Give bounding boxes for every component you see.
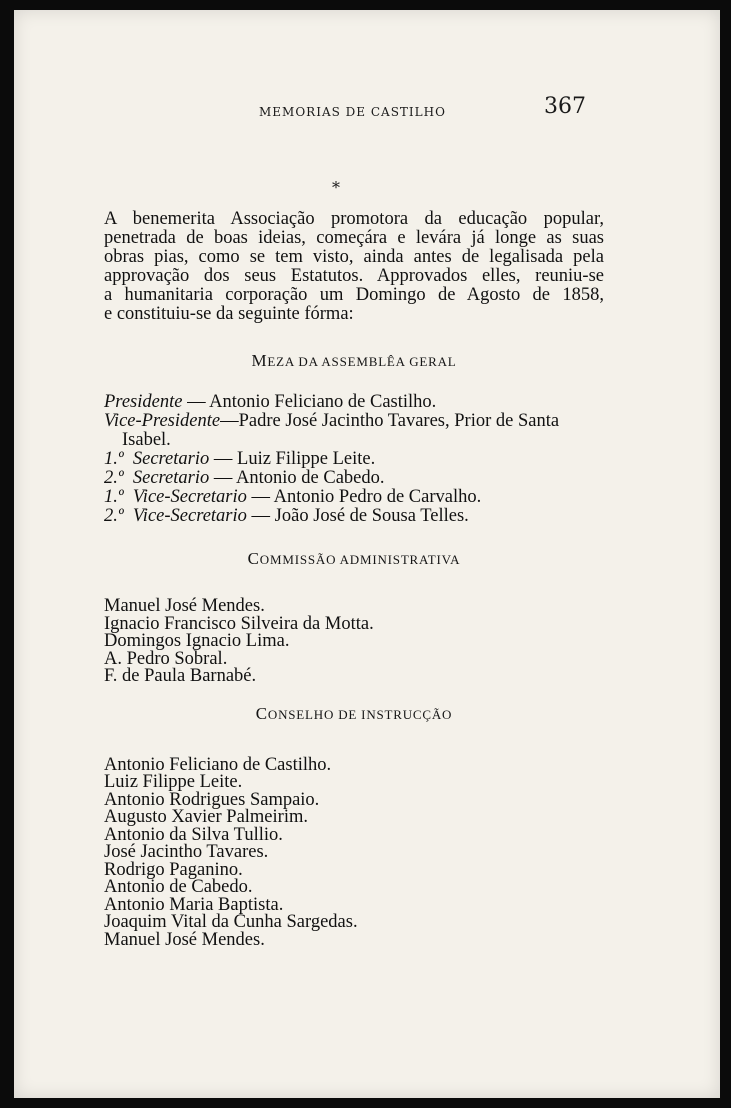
officer-row: Presidente — Antonio Feliciano de Castilho. <box>104 392 437 412</box>
intro-line: A benemerita Associação promotora da educação popular, <box>104 209 604 229</box>
member-name: Augusto Xavier Palmeirim. <box>104 807 308 827</box>
conselho-heading-rest: ONSELHO DE INSTRUCÇÃO <box>267 706 453 722</box>
officer-role: Vice-Secretario <box>132 487 247 507</box>
mesa-officers <box>104 393 604 526</box>
officer-row: 1.º Secretario — Luiz Filippe Leite. <box>104 449 376 469</box>
member-name: Antonio Feliciano de Castilho. <box>104 754 332 775</box>
officer-ordinal: 2.º <box>104 506 124 526</box>
member-name: A. Pedro Sobral. <box>104 648 228 669</box>
officer-name: Isabel. <box>122 430 171 450</box>
mesa-heading <box>104 351 604 371</box>
mesa-heading-rest: EZA DA ASSEMBLÊA GERAL <box>267 354 457 369</box>
officer-row <box>104 431 604 450</box>
commissao-heading-cap: C <box>247 549 260 568</box>
member-name: Antonio Maria Baptista. <box>104 894 284 915</box>
commissao-heading-rest: OMMISSÃO ADMINISTRATIVA <box>259 552 461 567</box>
commissao-heading <box>104 549 604 569</box>
book-page <box>14 10 720 1098</box>
member-name: Luiz Filippe Leite. <box>104 772 243 792</box>
member-name: Rodrigo Paganino. <box>104 859 243 880</box>
officer-role: Vice-Presidente <box>104 411 221 431</box>
member-name: F. de Paula Barnabé. <box>104 666 257 686</box>
officer-name: Luiz Filippe Leite. <box>237 449 376 469</box>
officer-name: Padre José Jacintho Tavares, Prior de Santa <box>238 411 560 431</box>
officer-role: Secretario <box>132 449 210 469</box>
page-body <box>104 210 604 949</box>
officer-row: Vice-Presidente—Padre José Jacintho Tavares, Prior de Santa <box>104 411 560 431</box>
mesa-heading-cap: M <box>251 351 268 370</box>
intro-line: e constituiu-se da seguinte fórma: <box>104 304 354 324</box>
commissao-members <box>104 598 604 686</box>
member-name: Antonio da Silva Tullio. <box>104 824 283 845</box>
running-title: MEMORIAS DE CASTILHO <box>259 105 446 119</box>
member-name: Antonio de Cabedo. <box>104 877 253 897</box>
officer-name: Antonio de Cabedo. <box>236 468 385 488</box>
intro-line: a humanitaria corporação um Domingo de Agosto de 1858, <box>104 285 604 305</box>
officer-role: Secretario <box>132 468 210 488</box>
officer-role: Vice-Secretario <box>132 506 247 526</box>
officer-row: 1.º Vice-Secretario — Antonio Pedro de Carvalho. <box>104 487 482 507</box>
member-name: Antonio Rodrigues Sampaio. <box>104 789 320 810</box>
member-name: Domingos Ignacio Lima. <box>104 631 290 651</box>
intro-line: approvação dos seus Estatutos. Approvados elles, reuniu-se <box>104 266 604 286</box>
member-name: Joaquim Vital da Cunha Sargedas. <box>104 912 358 932</box>
officer-ordinal: 1.º <box>104 487 124 507</box>
member-name: Ignacio Francisco Silveira da Motta. <box>104 613 374 634</box>
officer-ordinal: 1.º <box>104 449 124 469</box>
page-number: 367 <box>544 94 586 119</box>
member-name: Manuel José Mendes. <box>104 596 265 616</box>
intro-line: obras pias, como se tem visto, ainda antes de legalisada pela <box>104 247 604 267</box>
section-separator: * <box>332 178 340 197</box>
member-name: Manuel José Mendes. <box>104 929 265 950</box>
conselho-members <box>104 754 604 950</box>
officer-row: 2.º Secretario — Antonio de Cabedo. <box>104 468 385 488</box>
intro-line: penetrada de boas ideias, começára e levára já longe as suas <box>104 228 604 248</box>
officer-name: João José de Sousa Telles. <box>274 506 469 526</box>
intro-paragraph <box>104 210 604 324</box>
conselho-heading <box>104 704 604 724</box>
officer-row: 2.º Vice-Secretario — João José de Sousa Telles. <box>104 506 469 526</box>
officer-name: Antonio Pedro de Carvalho. <box>273 487 482 507</box>
officer-name: Antonio Feliciano de Castilho. <box>209 392 437 412</box>
officer-ordinal: 2.º <box>104 468 124 488</box>
conselho-heading-cap: C <box>255 703 268 723</box>
member-name: José Jacintho Tavares. <box>104 842 269 862</box>
officer-role: Presidente <box>104 392 183 412</box>
